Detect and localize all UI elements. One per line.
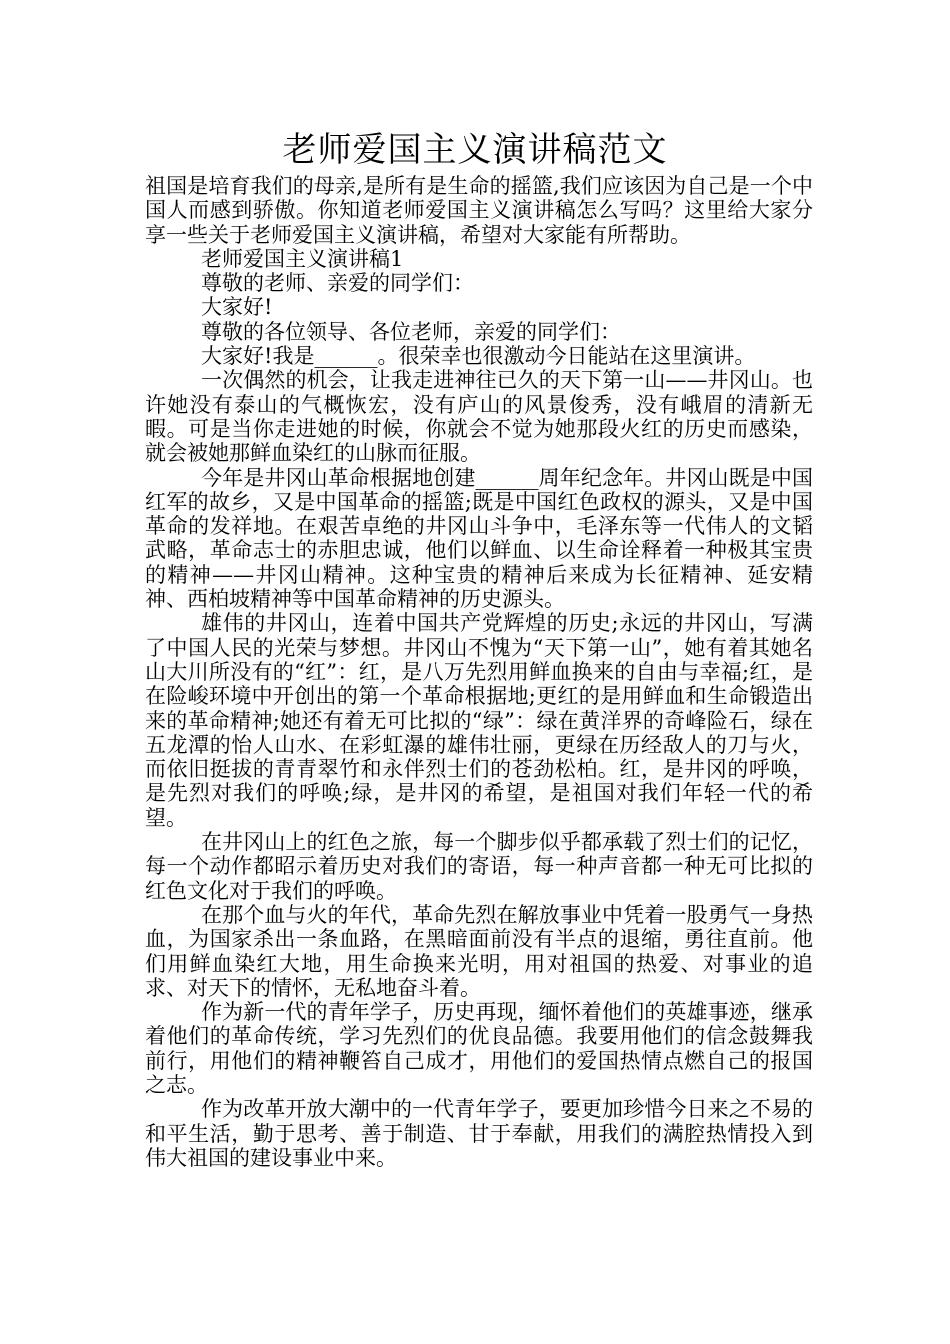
- paragraph: 在那个血与火的年代，革命先烈在解放事业中凭着一股勇气一身热血，为国家杀出一条血路，在黑暗面前没有半点的退缩，勇往直前。他们用鲜血染红大地，用生命换来光明，用对祖国的热爱、对事业的追求、对天下的情怀，无私地奋斗着。: [145, 902, 813, 1000]
- paragraph-heading: 老师爱国主义演讲稿1: [201, 246, 404, 271]
- paragraph-greeting: 大家好!: [201, 295, 273, 320]
- document-body: [145, 174, 813, 1170]
- paragraph-salutation-2: 尊敬的各位领导、各位老师，亲爱的同学们：: [201, 319, 621, 344]
- paragraph-greeting-2: 大家好!我是______。很荣幸也很激动今日能站在这里演讲。: [201, 344, 756, 369]
- paragraph: 一次偶然的机会，让我走进神往已久的天下第一山——井冈山。也许她没有泰山的气概恢宏，没有庐山的风景俊秀，没有峨眉的清新无暇。可是当你走进她的时候，你就会不觉为她那段火红的历史而感染，就会被她那鲜血染红的山脉而征服。: [145, 368, 813, 466]
- document-title: 老师爱国主义演讲稿范文: [282, 130, 668, 170]
- paragraph: 雄伟的井冈山，连着中国共产党辉煌的历史;永远的井冈山，写满了中国人民的光荣与梦想。井冈山不愧为“天下第一山”，她有着其她名山大川所没有的“红”：红，是八万先烈用鲜血换来的自由与幸福;红，是在险峻环境中开创出的第一个革命根据地;更红的是用鲜血和生命锻造出来的革命精神;她还有着无可比拟的“绿”：绿在黄洋界的奇峰险石，绿在五龙潭的怡人山水、在彩虹瀑的雄伟壮丽，更绿在历经敌人的刀与火，而依旧挺拔的青青翠竹和永伴烈士们的苍劲松柏。红，是井冈的呼唤，是先烈对我们的呼唤;绿，是井冈的希望，是祖国对我们年轻一代的希望。: [145, 611, 813, 830]
- paragraph: 在井冈山上的红色之旅，每一个脚步似乎都承载了烈士们的记忆，每一个动作都昭示着历史对我们的寄语，每一种声音都一种无可比拟的红色文化对于我们的呼唤。: [145, 830, 813, 903]
- paragraph-intro: 祖国是培育我们的母亲,是所有是生命的摇篮,我们应该因为自己是一个中国人而感到骄傲。你知道老师爱国主义演讲稿怎么写吗？这里给大家分享一些关于老师爱国主义演讲稿，希望对大家能有所帮助。: [145, 174, 813, 247]
- paragraph: 今年是井冈山革命根据地创建______周年纪念年。井冈山既是中国红军的故乡，又是中国革命的摇篮;既是中国红色政权的源头，又是中国革命的发祥地。在艰苦卓绝的井冈山斗争中，毛泽东等一代伟人的文韬武略，革命志士的赤胆忠诚，他们以鲜血、以生命诠释着一种极其宝贵的精神——井冈山精神。这种宝贵的精神后来成为长征精神、延安精神、西柏坡精神等中国革命精神的历史源头。: [145, 465, 813, 612]
- paragraph: 作为新一代的青年学子，历史再现，缅怀着他们的英雄事迹，继承着他们的革命传统，学习先烈们的优良品德。我要用他们的信念鼓舞我前行，用他们的精神鞭笞自己成才，用他们的爱国热情点燃自己的报国之志。: [145, 1000, 813, 1097]
- paragraph-salutation: 尊敬的老师、亲爱的同学们：: [201, 271, 474, 296]
- paragraph: 作为改革开放大潮中的一代青年学子，要更加珍惜今日来之不易的和平生活，勤于思考、善于制造、甘于奉献，用我们的满腔热情投入到伟大祖国的建设事业中来。: [145, 1097, 813, 1170]
